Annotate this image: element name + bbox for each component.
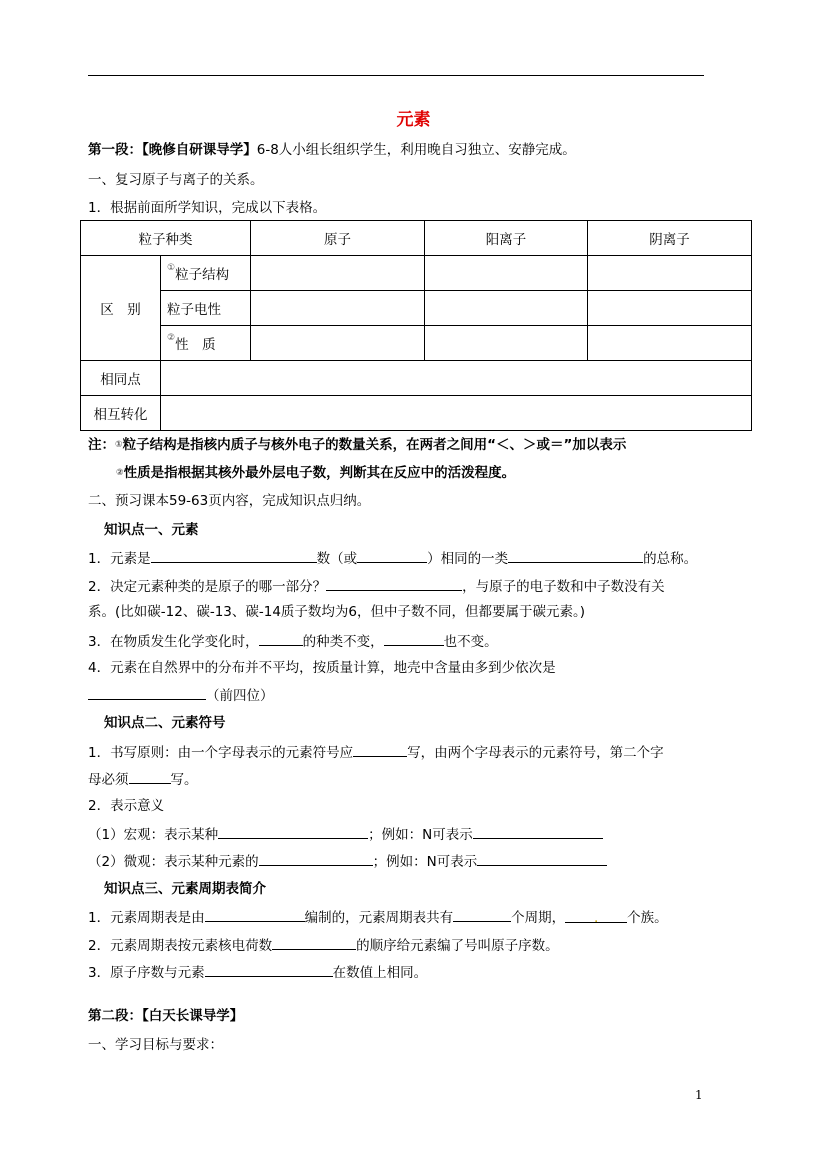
note-mark: ①	[115, 440, 123, 450]
row-label	[161, 291, 251, 326]
answer-blank[interactable]	[453, 907, 511, 922]
answer-blank[interactable]	[565, 908, 627, 926]
page-title: 元素	[396, 110, 431, 130]
kp3-q3	[88, 962, 427, 983]
note-1	[88, 435, 626, 455]
kp1-q1	[88, 548, 697, 569]
answer-blank[interactable]	[477, 851, 607, 866]
stage1-label: 第一段：【晚修自研课导学】	[88, 142, 257, 158]
answer-blank[interactable]	[384, 631, 444, 646]
same-label: 相同点	[81, 361, 161, 396]
q-text: 母必须	[88, 772, 129, 788]
answer-blank[interactable]	[272, 935, 356, 950]
kp2-q2: 2．表示意义	[88, 798, 165, 814]
answer-blank[interactable]	[353, 742, 407, 757]
answer-blank[interactable]	[259, 631, 303, 646]
answer-cell[interactable]	[588, 256, 752, 291]
q-text: （前四位）	[206, 688, 274, 704]
kp1-q4: 4．元素在自然界中的分布并不平均，按质量计算，地壳中含量由多到少依次是	[88, 660, 556, 676]
table-row	[81, 396, 752, 431]
q-text: ；例如：N可表示	[368, 827, 473, 843]
answer-blank[interactable]	[473, 824, 603, 839]
table-header-row	[81, 221, 752, 256]
kp2-macro	[88, 824, 603, 845]
table-row	[81, 326, 752, 361]
q-text: 1．元素周期表是由	[88, 910, 205, 926]
header-rule	[88, 75, 704, 76]
q-text: 2．决定元素种类的是原子的哪一部分？	[88, 579, 327, 595]
kp3-q2	[88, 935, 559, 956]
table-row	[81, 256, 752, 291]
q-text: ；例如：N可表示	[372, 854, 478, 870]
answer-cell[interactable]	[251, 326, 425, 361]
row-mark: ②	[167, 333, 176, 343]
part1-heading: 一、复习原子与离子的关系。	[88, 172, 264, 188]
answer-cell[interactable]	[425, 256, 588, 291]
q-text: 的顺序给元素编了号叫原子序数。	[356, 938, 559, 954]
row-label-text: 粒子电性	[167, 302, 221, 318]
answer-cell[interactable]	[425, 291, 588, 326]
row-mark: ①	[167, 263, 176, 273]
q-text: 写，由两个字母表示的元素符号，第二个字	[407, 745, 664, 761]
q-text: 个族。	[627, 910, 668, 926]
note-2	[116, 463, 515, 483]
table-header-cell: 原子	[251, 221, 425, 256]
q-text: 3．原子序数与元素	[88, 965, 205, 981]
note-text: 性质是指根据其核外最外层电子数，判断其在反应中的活泼程度。	[123, 465, 516, 481]
answer-cell[interactable]	[588, 291, 752, 326]
kp1-q4b	[88, 685, 274, 706]
q-text: 编制的，元素周期表共有	[304, 910, 454, 926]
kp2-micro	[88, 851, 607, 872]
table-header-cell: 阴离子	[588, 221, 752, 256]
q-text: 写。	[170, 772, 198, 788]
answer-blank[interactable]	[151, 548, 317, 563]
kp3-heading: 知识点三、元素周期表简介	[104, 881, 266, 897]
particle-table	[80, 220, 752, 431]
q-text: 2．元素周期表按元素核电荷数	[88, 938, 273, 954]
group-label: 区 别	[81, 256, 161, 361]
part2-heading: 二、预习课本59-63页内容，完成知识点归纳。	[88, 493, 371, 509]
q-text: 1．元素是	[88, 551, 151, 567]
q-text: 的种类不变，	[302, 634, 384, 650]
table-header-cell: 阳离子	[425, 221, 588, 256]
answer-blank[interactable]	[88, 685, 206, 700]
q-text: 的总称。	[643, 551, 698, 567]
kp1-q3	[88, 631, 498, 652]
answer-cell[interactable]	[425, 326, 588, 361]
stage1-text: 6-8人小组长组织学生，利用晚自习独立、安静完成。	[256, 142, 576, 158]
answer-cell[interactable]	[251, 256, 425, 291]
stage1-line	[88, 140, 576, 160]
answer-blank[interactable]	[205, 962, 333, 977]
table-header-cell: 粒子种类	[81, 221, 251, 256]
answer-blank[interactable]	[508, 548, 643, 563]
row-label	[161, 326, 251, 361]
answer-cell[interactable]	[251, 291, 425, 326]
q-text: （2）微观：表示某种元素的	[88, 854, 259, 870]
answer-blank[interactable]	[357, 548, 427, 563]
q-text: 3．在物质发生化学变化时，	[88, 634, 259, 650]
answer-blank[interactable]	[259, 851, 373, 866]
note-prefix: 注：	[88, 437, 115, 453]
answer-blank[interactable]	[129, 769, 171, 784]
convert-label: 相互转化	[81, 396, 161, 431]
kp1-q2b: 系。(比如碳-12、碳-13、碳-14质子数均为6，但中子数不同，但都要属于碳元素。)	[88, 604, 586, 620]
kp3-q1	[88, 907, 668, 928]
answer-cell[interactable]	[588, 326, 752, 361]
stage2-heading: 一、学习目标与要求：	[88, 1037, 223, 1053]
note-mark: ②	[116, 468, 124, 478]
row-label-text: 性 质	[175, 337, 216, 353]
answer-cell[interactable]	[161, 361, 752, 396]
row-label	[161, 256, 251, 291]
answer-blank[interactable]	[218, 824, 368, 839]
q-text: 在数值上相同。	[332, 965, 428, 981]
part1-item1: 1．根据前面所学知识，完成以下表格。	[88, 200, 327, 216]
answer-blank[interactable]	[326, 576, 462, 591]
q-text: 数（或	[316, 551, 358, 567]
note-text: 粒子结构是指核内质子与核外电子的数量关系，在两者之间用“＜、＞或＝”加以表示	[122, 437, 627, 453]
table-row	[81, 291, 752, 326]
q-text: 也不变。	[443, 634, 498, 650]
answer-cell[interactable]	[161, 396, 752, 431]
q-text: 1．书写原则：由一个字母表示的元素符号应	[88, 745, 354, 761]
dot-mark: .	[593, 910, 599, 926]
kp2-q1b	[88, 769, 198, 790]
kp1-heading: 知识点一、元素	[104, 522, 199, 538]
stage2-label: 第二段：【白天长课导学】	[88, 1008, 244, 1024]
q-text: 个周期，	[511, 910, 566, 926]
table-row	[81, 361, 752, 396]
kp2-q1	[88, 742, 664, 763]
kp2-heading: 知识点二、元素符号	[104, 715, 226, 731]
page-number: 1	[695, 1088, 703, 1102]
answer-blank[interactable]	[205, 907, 305, 922]
q-text: ）相同的一类	[427, 551, 509, 567]
q-text: ，与原子的电子数和中子数没有关	[462, 579, 665, 595]
q-text: （1）宏观：表示某种	[88, 827, 219, 843]
row-label-text: 粒子结构	[175, 267, 230, 283]
kp1-q2	[88, 576, 665, 597]
